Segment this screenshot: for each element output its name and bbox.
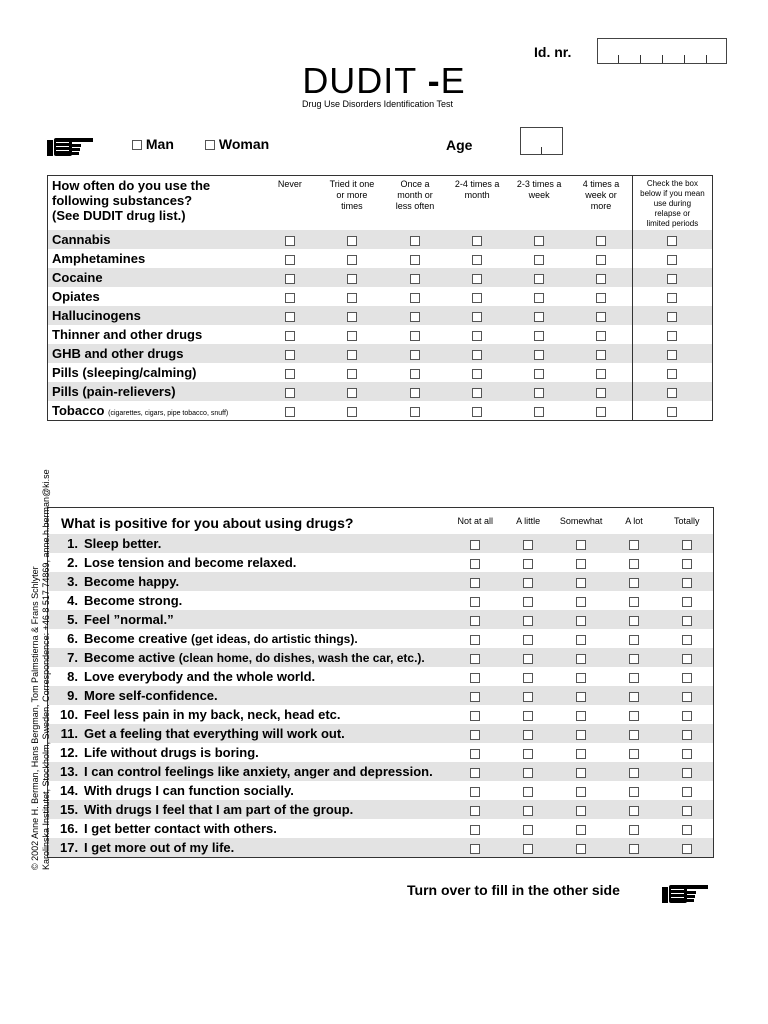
frequency-checkbox[interactable] xyxy=(410,236,420,246)
substance-note: (cigarettes, cigars, pipe tobacco, snuff) xyxy=(108,410,229,417)
frequency-checkbox[interactable] xyxy=(472,312,482,322)
relapse-checkbox[interactable] xyxy=(667,236,677,246)
rating-checkbox[interactable] xyxy=(629,825,639,835)
positive-item-row xyxy=(48,629,714,648)
rating-checkbox[interactable] xyxy=(682,616,692,626)
positive-effects-table xyxy=(47,507,714,858)
copyright-line-2: Karolinska Institutet, Stockholm, Sweden. Correspondence: +46 8 517 74869, anne.h.berman@ki.se xyxy=(41,469,51,870)
col-totally: Totally xyxy=(674,516,700,526)
rating-checkbox[interactable] xyxy=(576,654,586,664)
rating-checkbox[interactable] xyxy=(523,806,533,816)
rating-checkbox[interactable] xyxy=(629,578,639,588)
col-2-4-month: 2-4 times a month xyxy=(454,179,500,200)
rating-checkbox[interactable] xyxy=(523,673,533,683)
rating-checkbox[interactable] xyxy=(523,597,533,607)
rating-checkbox[interactable] xyxy=(682,711,692,721)
col-somewhat: Somewhat xyxy=(559,516,603,526)
item-number: 8. xyxy=(67,669,78,684)
rating-checkbox[interactable] xyxy=(629,844,639,854)
frequency-checkbox[interactable] xyxy=(534,388,544,398)
frequency-table xyxy=(47,175,713,421)
rating-checkbox[interactable] xyxy=(629,654,639,664)
rating-checkbox[interactable] xyxy=(523,559,533,569)
rating-checkbox[interactable] xyxy=(470,806,480,816)
col-2-3-week: 2-3 times a week xyxy=(516,179,562,200)
col-a-lot: A lot xyxy=(625,516,643,526)
relapse-checkbox[interactable] xyxy=(667,274,677,284)
frequency-checkbox[interactable] xyxy=(410,255,420,265)
frequency-checkbox[interactable] xyxy=(596,312,606,322)
rating-checkbox[interactable] xyxy=(629,730,639,740)
frequency-checkbox[interactable] xyxy=(347,312,357,322)
item-text: More self-confidence. xyxy=(84,688,218,703)
positive-item-row xyxy=(48,534,714,553)
rating-checkbox[interactable] xyxy=(576,635,586,645)
rating-checkbox[interactable] xyxy=(629,692,639,702)
frequency-checkbox[interactable] xyxy=(347,236,357,246)
positive-item-label xyxy=(48,591,449,610)
col-monthly: Once a month or less often xyxy=(395,179,435,211)
rating-checkbox[interactable] xyxy=(576,730,586,740)
substance-label: Pills (pain-relievers) xyxy=(52,384,176,399)
item-note: (get ideas, do artistic things). xyxy=(190,632,358,646)
frequency-checkbox[interactable] xyxy=(596,331,606,341)
rating-checkbox[interactable] xyxy=(682,692,692,702)
frequency-checkbox[interactable] xyxy=(410,274,420,284)
positive-item-label xyxy=(48,781,449,800)
title-dash: - xyxy=(427,60,441,101)
positive-item-label xyxy=(48,705,449,724)
positive-item-row xyxy=(48,572,714,591)
positive-item-row xyxy=(48,781,714,800)
frequency-checkbox[interactable] xyxy=(347,255,357,265)
relapse-checkbox[interactable] xyxy=(667,388,677,398)
col-not-at-all: Not at all xyxy=(457,516,494,526)
rating-checkbox[interactable] xyxy=(576,616,586,626)
item-number: 10. xyxy=(60,707,79,722)
frequency-checkbox[interactable] xyxy=(472,255,482,265)
rating-checkbox[interactable] xyxy=(523,654,533,664)
frequency-checkbox[interactable] xyxy=(347,369,357,379)
rating-checkbox[interactable] xyxy=(470,730,480,740)
rating-checkbox[interactable] xyxy=(682,540,692,550)
rating-checkbox[interactable] xyxy=(523,825,533,835)
substance-label: Cocaine xyxy=(52,270,103,285)
positive-item-label xyxy=(48,724,449,743)
item-text: I get better contact with others. xyxy=(84,821,277,836)
rating-checkbox[interactable] xyxy=(682,654,692,664)
col-tried: Tried it one or more times xyxy=(329,179,375,211)
item-text: Become creative xyxy=(84,631,188,646)
item-number: 1. xyxy=(67,536,78,551)
item-number: 3. xyxy=(67,574,78,589)
item-number: 5. xyxy=(67,612,78,627)
rating-checkbox[interactable] xyxy=(523,768,533,778)
item-text: Become strong. xyxy=(84,593,183,608)
frequency-checkbox[interactable] xyxy=(347,407,357,417)
substance-row xyxy=(48,230,713,249)
substance-label: Opiates xyxy=(52,289,100,304)
rating-checkbox[interactable] xyxy=(629,787,639,797)
rating-checkbox[interactable] xyxy=(629,806,639,816)
frequency-checkbox[interactable] xyxy=(534,255,544,265)
frequency-checkbox[interactable] xyxy=(347,388,357,398)
frequency-checkbox[interactable] xyxy=(534,312,544,322)
copyright-line-1: © 2002 Anne H. Berman, Hans Bergman, Tom Palmstierna & Frans Schlyter xyxy=(30,566,40,870)
rating-checkbox[interactable] xyxy=(470,578,480,588)
woman-checkbox[interactable] xyxy=(205,140,215,150)
positive-item-row xyxy=(48,591,714,610)
positive-item-row xyxy=(48,686,714,705)
positive-item-label xyxy=(48,743,449,762)
col-never: Never xyxy=(277,179,302,189)
positive-item-row xyxy=(48,724,714,743)
item-text: Sleep better. xyxy=(84,536,162,551)
substance-row xyxy=(48,249,713,268)
item-text: I can control feelings like anxiety, anger and depression. xyxy=(84,764,433,779)
item-number: 15. xyxy=(60,802,79,817)
positive-item-label xyxy=(48,648,449,667)
frequency-checkbox[interactable] xyxy=(285,407,295,417)
rating-checkbox[interactable] xyxy=(576,806,586,816)
substance-row xyxy=(48,363,713,382)
frequency-checkbox[interactable] xyxy=(410,388,420,398)
frequency-checkbox[interactable] xyxy=(534,369,544,379)
frequency-checkbox[interactable] xyxy=(472,407,482,417)
relapse-checkbox[interactable] xyxy=(667,255,677,265)
item-number: 14. xyxy=(60,783,79,798)
item-text: Feel ”normal.” xyxy=(84,612,174,627)
rating-checkbox[interactable] xyxy=(470,768,480,778)
frequency-checkbox[interactable] xyxy=(596,274,606,284)
rating-checkbox[interactable] xyxy=(523,540,533,550)
positive-item-row xyxy=(48,553,714,572)
woman-label: Woman xyxy=(218,136,270,152)
rating-checkbox[interactable] xyxy=(682,635,692,645)
rating-checkbox[interactable] xyxy=(523,635,533,645)
item-text: Lose tension and become relaxed. xyxy=(84,555,297,570)
positive-item-row xyxy=(48,800,714,819)
item-number: 11. xyxy=(60,726,78,741)
rating-checkbox[interactable] xyxy=(523,749,533,759)
rating-checkbox[interactable] xyxy=(682,597,692,607)
col-relapse: Check the box below if you mean use during relapse or limited periods xyxy=(632,176,712,231)
positive-item-label xyxy=(48,572,449,591)
item-text: With drugs I feel that I am part of the group. xyxy=(84,802,354,817)
substance-row xyxy=(48,306,713,325)
relapse-checkbox[interactable] xyxy=(667,407,677,417)
frequency-checkbox[interactable] xyxy=(534,293,544,303)
rating-checkbox[interactable] xyxy=(470,673,480,683)
rating-checkbox[interactable] xyxy=(682,749,692,759)
positive-item-label xyxy=(48,800,449,819)
positive-item-row xyxy=(48,819,714,838)
frequency-checkbox[interactable] xyxy=(410,407,420,417)
positive-item-label xyxy=(48,762,449,781)
frequency-checkbox[interactable] xyxy=(285,331,295,341)
frequency-checkbox[interactable] xyxy=(596,369,606,379)
rating-checkbox[interactable] xyxy=(576,844,586,854)
frequency-checkbox[interactable] xyxy=(410,369,420,379)
positive-item-label xyxy=(48,553,449,572)
frequency-checkbox[interactable] xyxy=(472,350,482,360)
positive-item-label xyxy=(48,534,449,553)
rating-checkbox[interactable] xyxy=(523,730,533,740)
rating-checkbox[interactable] xyxy=(682,787,692,797)
rating-checkbox[interactable] xyxy=(629,540,639,550)
age-field[interactable] xyxy=(520,127,563,155)
item-text: Become happy. xyxy=(84,574,180,589)
rating-checkbox[interactable] xyxy=(629,559,639,569)
positive-item-label xyxy=(48,629,449,648)
rating-checkbox[interactable] xyxy=(682,768,692,778)
rating-checkbox[interactable] xyxy=(682,825,692,835)
item-text: Life without drugs is boring. xyxy=(84,745,259,760)
rating-checkbox[interactable] xyxy=(682,806,692,816)
frequency-checkbox[interactable] xyxy=(534,407,544,417)
rating-checkbox[interactable] xyxy=(576,825,586,835)
frequency-checkbox[interactable] xyxy=(472,274,482,284)
title-suffix: E xyxy=(440,60,466,101)
frequency-checkbox[interactable] xyxy=(285,388,295,398)
substance-label: Amphetamines xyxy=(52,251,146,266)
substance-label: Hallucinogens xyxy=(52,308,141,323)
frequency-checkbox[interactable] xyxy=(472,331,482,341)
man-checkbox[interactable] xyxy=(132,140,142,150)
positive-item-row xyxy=(48,705,714,724)
positive-item-label xyxy=(48,819,449,838)
frequency-checkbox[interactable] xyxy=(285,274,295,284)
relapse-checkbox[interactable] xyxy=(667,369,677,379)
rating-checkbox[interactable] xyxy=(470,749,480,759)
frequency-checkbox[interactable] xyxy=(347,350,357,360)
positive-item-row xyxy=(48,838,714,858)
frequency-checkbox[interactable] xyxy=(534,236,544,246)
item-text: Love everybody and the whole world. xyxy=(84,669,316,684)
substance-row xyxy=(48,382,713,401)
positive-item-row xyxy=(48,648,714,667)
rating-checkbox[interactable] xyxy=(682,578,692,588)
rating-checkbox[interactable] xyxy=(682,673,692,683)
rating-checkbox[interactable] xyxy=(470,825,480,835)
rating-checkbox[interactable] xyxy=(470,635,480,645)
frequency-question: How often do you use the following substances? (See DUDIT drug list.) xyxy=(52,178,211,223)
item-number: 9. xyxy=(67,688,78,703)
age-label: Age xyxy=(446,137,473,153)
relapse-checkbox[interactable] xyxy=(667,331,677,341)
frequency-checkbox[interactable] xyxy=(285,293,295,303)
frequency-checkbox[interactable] xyxy=(472,293,482,303)
rating-checkbox[interactable] xyxy=(629,749,639,759)
title-main: DUDIT xyxy=(302,60,417,101)
form-title xyxy=(0,60,768,102)
substance-row xyxy=(48,401,713,421)
frequency-checkbox[interactable] xyxy=(596,255,606,265)
frequency-checkbox[interactable] xyxy=(596,236,606,246)
rating-checkbox[interactable] xyxy=(470,559,480,569)
frequency-checkbox[interactable] xyxy=(534,350,544,360)
item-note: (clean home, do dishes, wash the car, etc.). xyxy=(178,651,425,665)
rating-checkbox[interactable] xyxy=(576,597,586,607)
rating-checkbox[interactable] xyxy=(629,711,639,721)
rating-checkbox[interactable] xyxy=(682,559,692,569)
rating-checkbox[interactable] xyxy=(576,749,586,759)
rating-checkbox[interactable] xyxy=(523,578,533,588)
rating-checkbox[interactable] xyxy=(470,787,480,797)
rating-checkbox[interactable] xyxy=(629,768,639,778)
frequency-checkbox[interactable] xyxy=(410,331,420,341)
rating-checkbox[interactable] xyxy=(629,597,639,607)
item-number: 13. xyxy=(60,764,79,779)
substance-label: Cannabis xyxy=(52,232,111,247)
rating-checkbox[interactable] xyxy=(470,540,480,550)
frequency-checkbox[interactable] xyxy=(347,274,357,284)
rating-checkbox[interactable] xyxy=(523,711,533,721)
frequency-checkbox[interactable] xyxy=(285,369,295,379)
frequency-header-row xyxy=(48,176,713,231)
rating-checkbox[interactable] xyxy=(576,540,586,550)
rating-checkbox[interactable] xyxy=(576,673,586,683)
rating-checkbox[interactable] xyxy=(523,692,533,702)
frequency-checkbox[interactable] xyxy=(285,350,295,360)
item-number: 16. xyxy=(60,821,79,836)
id-number-label: Id. nr. xyxy=(534,44,572,60)
positive-item-label xyxy=(48,610,449,629)
rating-checkbox[interactable] xyxy=(576,768,586,778)
item-number: 7. xyxy=(67,650,78,665)
item-number: 6. xyxy=(67,631,78,646)
positive-item-label xyxy=(48,838,449,858)
rating-checkbox[interactable] xyxy=(576,578,586,588)
pointing-hand-icon xyxy=(662,881,708,903)
item-text: I get more out of my life. xyxy=(84,840,235,855)
substance-label: Pills (sleeping/calming) xyxy=(52,365,197,380)
substance-label: GHB and other drugs xyxy=(52,346,184,361)
item-text: Feel less pain in my back, neck, head etc. xyxy=(84,707,341,722)
positive-item-row xyxy=(48,743,714,762)
rating-checkbox[interactable] xyxy=(470,654,480,664)
frequency-checkbox[interactable] xyxy=(472,369,482,379)
rating-checkbox[interactable] xyxy=(470,844,480,854)
positive-question: What is positive for you about using drugs? xyxy=(61,514,354,531)
positive-item-row xyxy=(48,610,714,629)
frequency-checkbox[interactable] xyxy=(285,312,295,322)
frequency-checkbox[interactable] xyxy=(596,350,606,360)
relapse-checkbox[interactable] xyxy=(667,293,677,303)
form-subtitle: Drug Use Disorders Identification Test xyxy=(302,99,453,109)
positive-item-row xyxy=(48,667,714,686)
substance-label: Tobacco (cigarettes, cigars, pipe tobacco, snuff) xyxy=(52,403,229,418)
pointing-hand-icon xyxy=(47,134,93,156)
frequency-checkbox[interactable] xyxy=(534,274,544,284)
rating-checkbox[interactable] xyxy=(629,635,639,645)
frequency-checkbox[interactable] xyxy=(347,331,357,341)
frequency-checkbox[interactable] xyxy=(410,350,420,360)
man-label: Man xyxy=(145,136,174,152)
frequency-checkbox[interactable] xyxy=(285,255,295,265)
sex-option-man[interactable] xyxy=(132,136,174,152)
item-number: 4. xyxy=(67,593,78,608)
positive-item-label xyxy=(48,667,449,686)
rating-checkbox[interactable] xyxy=(523,787,533,797)
substance-row xyxy=(48,268,713,287)
sex-option-woman[interactable] xyxy=(205,136,269,152)
frequency-checkbox[interactable] xyxy=(285,236,295,246)
rating-checkbox[interactable] xyxy=(470,711,480,721)
item-text: Get a feeling that everything will work out. xyxy=(84,726,345,741)
frequency-checkbox[interactable] xyxy=(347,293,357,303)
substance-label: Thinner and other drugs xyxy=(52,327,203,342)
relapse-checkbox[interactable] xyxy=(667,350,677,360)
frequency-checkbox[interactable] xyxy=(534,331,544,341)
rating-checkbox[interactable] xyxy=(576,787,586,797)
frequency-checkbox[interactable] xyxy=(596,388,606,398)
rating-checkbox[interactable] xyxy=(523,844,533,854)
positive-header-row xyxy=(48,508,714,535)
frequency-checkbox[interactable] xyxy=(596,293,606,303)
copyright-notice xyxy=(30,470,52,870)
substance-row xyxy=(48,287,713,306)
frequency-checkbox[interactable] xyxy=(472,236,482,246)
rating-checkbox[interactable] xyxy=(682,730,692,740)
rating-checkbox[interactable] xyxy=(470,616,480,626)
substance-row xyxy=(48,325,713,344)
rating-checkbox[interactable] xyxy=(523,616,533,626)
substance-row xyxy=(48,344,713,363)
rating-checkbox[interactable] xyxy=(470,597,480,607)
rating-checkbox[interactable] xyxy=(682,844,692,854)
positive-item-label xyxy=(48,686,449,705)
rating-checkbox[interactable] xyxy=(470,692,480,702)
frequency-checkbox[interactable] xyxy=(410,312,420,322)
frequency-checkbox[interactable] xyxy=(596,407,606,417)
rating-checkbox[interactable] xyxy=(629,616,639,626)
rating-checkbox[interactable] xyxy=(576,711,586,721)
item-text: With drugs I can function socially. xyxy=(84,783,294,798)
rating-checkbox[interactable] xyxy=(576,559,586,569)
positive-item-row xyxy=(48,762,714,781)
item-number: 12. xyxy=(60,745,79,760)
item-text: Become active xyxy=(84,650,176,665)
col-4-week: 4 times a week or more xyxy=(582,179,620,211)
rating-checkbox[interactable] xyxy=(629,673,639,683)
rating-checkbox[interactable] xyxy=(576,692,586,702)
frequency-checkbox[interactable] xyxy=(472,388,482,398)
turn-over-instruction: Turn over to fill in the other side xyxy=(407,882,620,898)
item-number: 2. xyxy=(67,555,78,570)
col-a-little: A little xyxy=(516,516,541,526)
frequency-checkbox[interactable] xyxy=(410,293,420,303)
relapse-checkbox[interactable] xyxy=(667,312,677,322)
item-number: 17. xyxy=(60,840,79,855)
